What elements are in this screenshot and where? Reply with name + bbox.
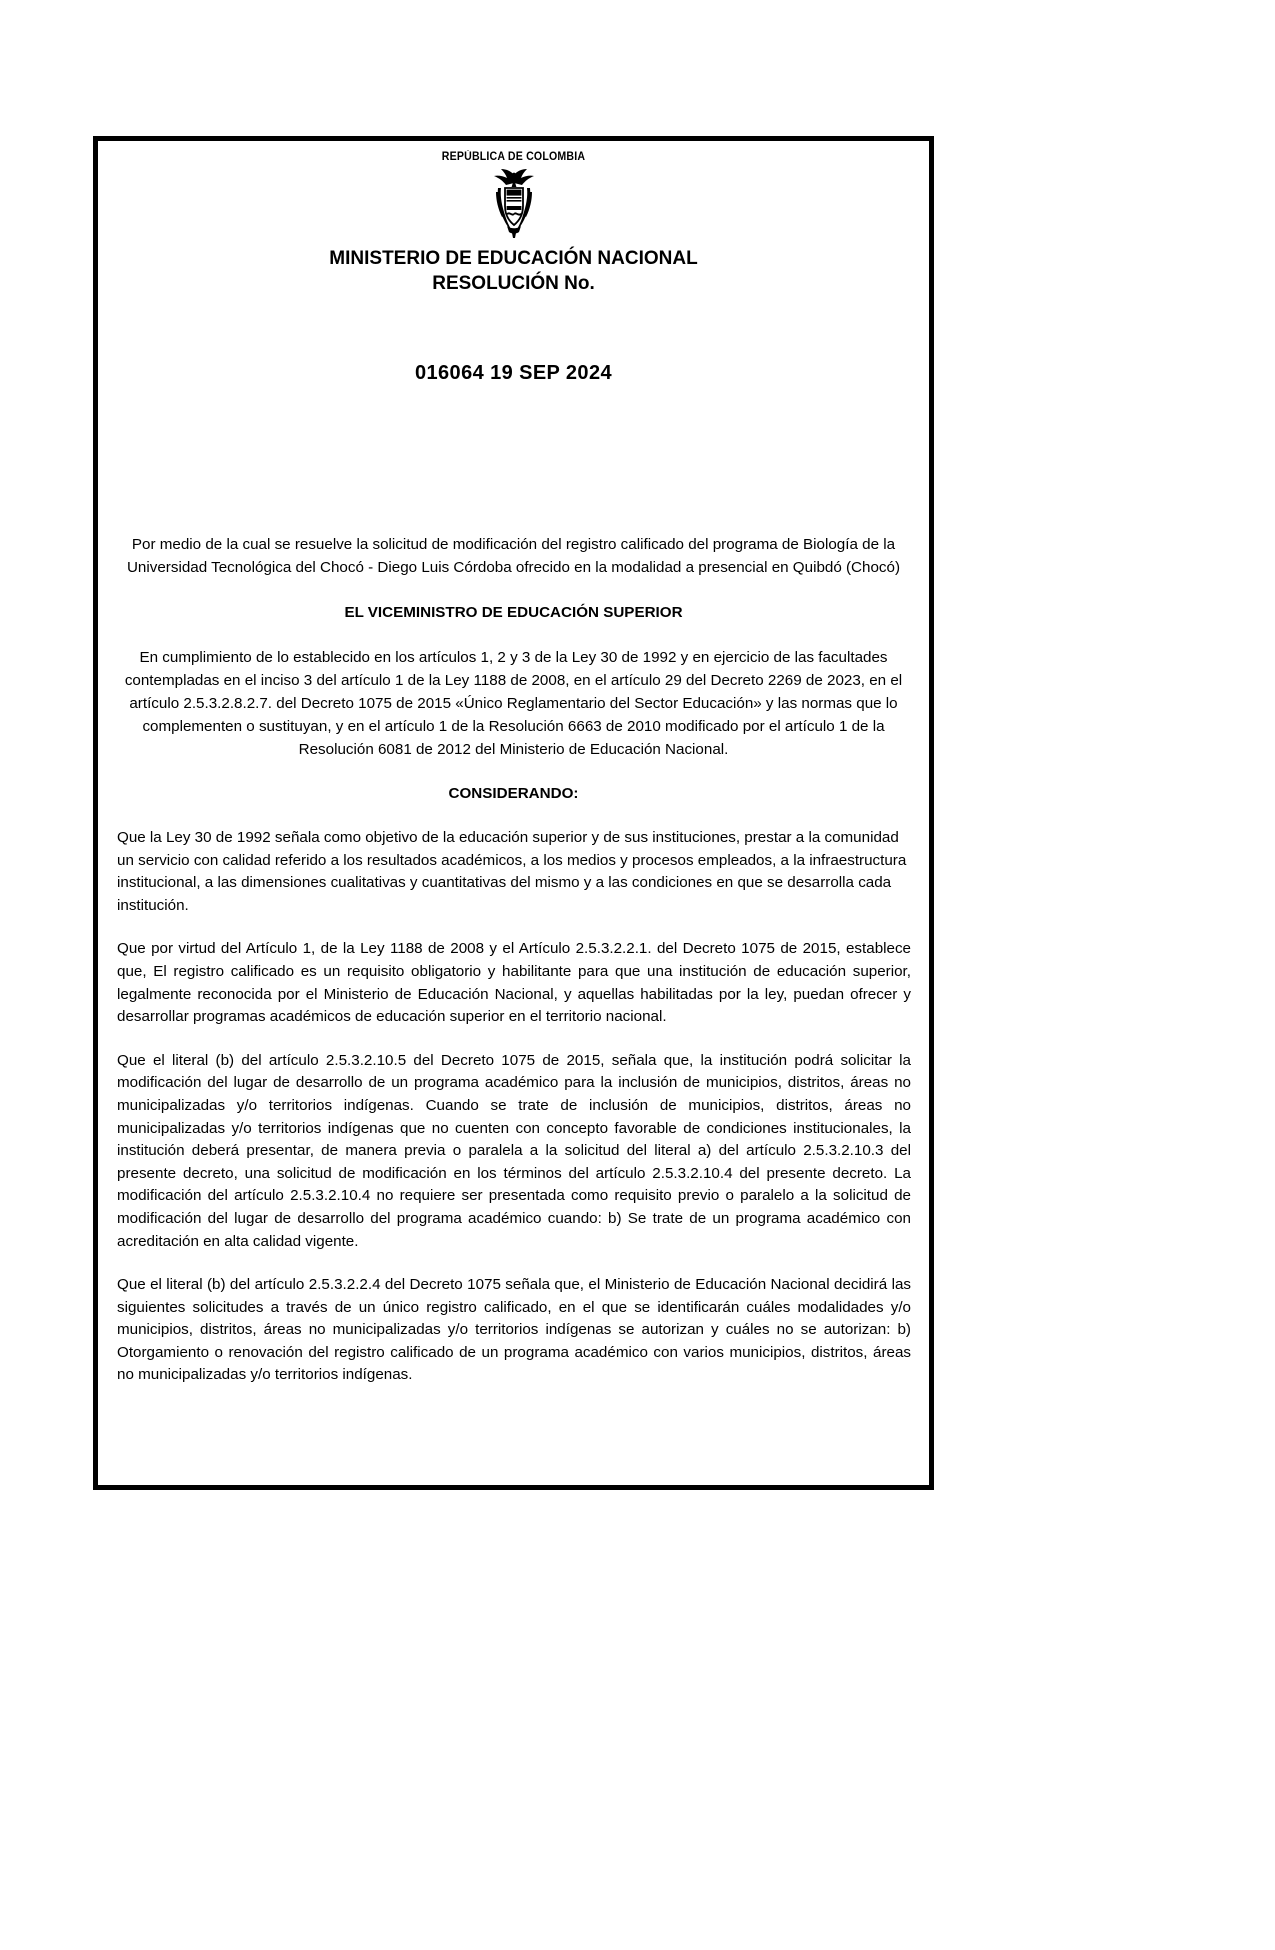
coat-of-arms-icon (111, 166, 916, 238)
document-frame (93, 136, 934, 1490)
resolution-label: RESOLUCIÓN No. (432, 273, 595, 294)
considerando-paragraph: Que el literal (b) del artículo 2.5.3.2.2.4 del Decreto 1075 señala que, el Ministerio de Educación Nacional decidirá las siguientes solicitudes a través de un único registro calificado, en el que se identificarán cuáles modalidades y/o municipios, distritos, áreas no municipalizadas y/o territorios indígenas se autorizan y cuáles no se autorizan: b) Otorgamiento o renovación del registro calificado de un programa académico con varios municipios, distritos, áreas no municipalizadas y/o territorios indígenas. (117, 1276, 911, 1384)
considerando-heading: CONSIDERANDO: (448, 785, 579, 802)
ministry-header (111, 246, 916, 296)
ministry-title: MINISTERIO DE EDUCACIÓN NACIONAL (329, 248, 698, 269)
document-content (98, 141, 929, 1485)
legal-preamble: En cumplimiento de lo establecido en los artículos 1, 2 y 3 de la Ley 30 de 1992 y en ejercicio de las facultades contempladas en el inciso 3 del artículo 1 de la Ley 1188 de 2008, en el artículo 29 del Decreto 2269 de 2023, en el artículo 2.5.3.2.8.2.7. del Decreto 1075 de 2015 «Único Reglamentario del Sector Educación» y las normas que lo complementen o sustituyan, y en el artículo 1 de la Resolución 6663 de 2010 modificado por el artículo 1 de la Resolución 6081 de 2012 del Ministerio de Educación Nacional. (124, 649, 903, 758)
considerando-paragraph: Que por virtud del Artículo 1, de la Ley 1188 de 2008 y el Artículo 2.5.3.2.2.1. del Decreto 1075 de 2015, establece que, El registro calificado es un requisito obligatorio y habilitante para que una institución de educación superior, legalmente reconocida por el Ministerio de Educación Nacional, y aquellas habilitadas por la ley, puedan ofrecer y desarrollar programas académicos de educación superior en el territorio nacional. (117, 940, 911, 1026)
resolution-subject: Por medio de la cual se resuelve la solicitud de modificación del registro calificado del programa de Biología de la Universidad Tecnológica del Chocó - Diego Luis Córdoba ofrecido en la modalidad a presencial en Quibdó (Chocó) (126, 536, 901, 576)
country-header-line: REPÚBLICA DE COLOMBIA (441, 151, 586, 163)
considerando-paragraph: Que el literal (b) del artículo 2.5.3.2.10.5 del Decreto 1075 de 2015, señala que, la institución podrá solicitar la modificación del lugar de desarrollo de un programa académico para la inclusión de municipios, distritos, áreas no municipalizadas y/o territorios indígenas. Cuando se trate de inclusión de municipios, distritos, áreas no municipalizadas y/o territorios indígenas que no cuenten con concepto favorable de condiciones institucionales, la institución deberá presentar, de manera previa o paralela a la solicitud del literal a) del artículo 2.5.3.2.10.3 del presente decreto, una solicitud de modificación en los términos del artículo 2.5.3.2.10.4 del presente decreto. La modificación del artículo 2.5.3.2.10.4 no requiere ser presentada como requisito previo o paralelo a la solicitud de modificación del lugar de desarrollo del programa académico cuando: b) Se trate de un programa académico con acreditación en alta calidad vigente. (117, 1051, 911, 1250)
resolution-number: 016064 19 SEP 2024 (414, 362, 612, 384)
considerando-paragraph: Que la Ley 30 de 1992 señala como objetivo de la educación superior y de sus instituciones, prestar a la comunidad un servicio con calidad referido a los resultados académicos, a los medios y procesos empleados, a la infraestructura institucional, a las dimensiones cualitativas y cuantitativas del mismo y a las condiciones en que se desarrolla cada institución. (117, 829, 907, 914)
authority-heading: EL VICEMINISTRO DE EDUCACIÓN SUPERIOR (344, 604, 683, 621)
